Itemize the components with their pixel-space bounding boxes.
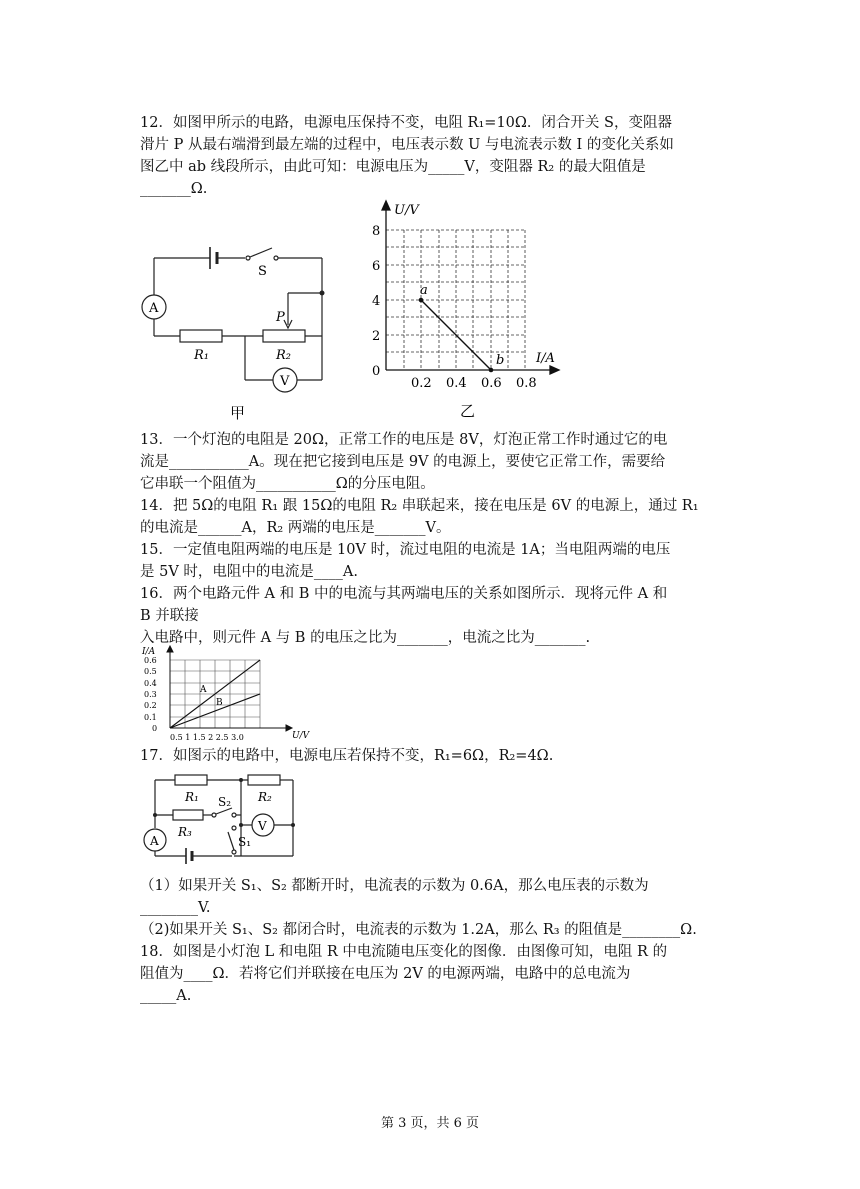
slider-label: P [276,310,285,325]
y-tick-6: 6 [372,259,381,274]
q18-line-1: 18．如图是小灯泡 L 和电阻 R 中电流随电压变化的图像．由图像可知，电阻 R 的 [140,944,668,960]
s1-label: S₁ [238,835,252,849]
x-tick-0.6: 0.6 [481,376,502,391]
q15-line-1: 15．一定值电阻两端的电压是 10V 时，流过电阻的电流是 1A；当电阻两端的电压 [140,542,671,558]
q18-line-3: _____A. [140,988,192,1004]
point-b-label: b [496,353,505,368]
q12-line-1: 12．如图甲所示的电路，电源电压保持不变，电阻 R₁=10Ω．闭合开关 S，变阻器 [140,115,672,131]
q12-graph-figure-yi [360,198,575,420]
voltmeter-label: V [280,374,290,389]
ammeter-label: A [150,834,159,848]
r2-label: R₂ [276,348,291,363]
y-tick-4: 4 [372,294,381,309]
q12-line-4: _______Ω. [140,181,208,197]
junction-dot [153,813,157,817]
y-tick-0.6: 0.6 [144,656,157,665]
point-a-label: a [420,283,428,298]
r2-label: R₂ [258,790,272,804]
figure-caption-yi: 乙 [460,402,476,420]
q15-line-2: 是 5V 时，电阻中的电流是____A. [140,564,358,580]
q17-sub-line-2: ________V. [140,900,211,916]
switch-label: S [258,264,267,279]
junction-dot [239,778,243,782]
junction-dot [291,823,295,827]
q16-line-3: 入电路中，则元件 A 与 B 的电压之比为_______，电流之比为_______. [140,630,591,646]
y-tick-0.5: 0.5 [144,667,157,676]
point-b [489,368,494,373]
x-tick-0.4: 0.4 [446,376,467,391]
r3-label: R₃ [178,825,192,839]
line-b-label: B [216,698,223,708]
q13-line-3: 它串联一个阻值为___________Ω的分压电阻。 [140,476,435,492]
q16-line-1: 16．两个电路元件 A 和 B 中的电流与其两端电压的关系如图所示．现将元件 A 和 [140,586,668,602]
y-tick-2: 2 [372,329,381,344]
x-tick-0.8: 0.8 [516,376,537,391]
voltmeter-label: V [258,819,267,833]
x-tick-labels: 0.5 1 1.5 2 2.5 3.0 [170,733,244,742]
r1-label: R₁ [185,790,199,804]
q17-sub-line-3: （2)如果开关 S₁、S₂ 都闭合时，电流表的示数为 1.2A，那么 R₃ 的阻值是________Ω. [140,922,697,938]
ammeter-label: A [149,301,159,316]
q14-line-1: 14．把 5Ω的电阻 R₁ 跟 15Ω的电阻 R₂ 串联起来，接在电压是 6V 的电源上，通过 R₁ [140,498,699,514]
q17-sub-line-1: （1）如果开关 S₁、S₂ 都断开时，电流表的示数为 0.6A，那么电压表的示数为 [140,878,649,894]
q16-line-2: B 并联接 [140,608,199,624]
s2-label: S₂ [218,795,232,809]
y-axis-label: U/V [394,203,419,218]
line-a-label: A [200,685,207,695]
page-footer: 第 3 页，共 6 页 [380,1116,480,1131]
y-tick-0: 0 [152,724,158,733]
q17-line-1: 17．如图示的电路中，电源电压若保持不变，R₁=6Ω，R₂=4Ω. [140,748,554,764]
y-tick-0: 0 [372,364,381,379]
q12-line-3: 图乙中 ab 线段所示，由此可知：电源电压为_____V，变阻器 R₂ 的最大阻值是 [140,159,646,175]
y-tick-0.1: 0.1 [144,713,157,722]
q12-line-2: 滑片 P 从最右端滑到最左端的过程中，电压表示数 U 与电流表示数 I 的变化关系如 [140,137,674,153]
q13-line-2: 流是___________A。现在把它接到电压是 9V 的电源上，要使它正常工作，需要给 [140,454,666,470]
x-axis-label: U/V [292,731,310,741]
y-tick-0.3: 0.3 [144,690,157,699]
junction-dot [320,291,325,296]
x-tick-0.2: 0.2 [411,376,432,391]
q16-iu-graph [140,645,310,745]
y-tick-0.2: 0.2 [144,701,157,710]
point-a [419,298,424,303]
y-tick-0.4: 0.4 [144,679,157,688]
junction-dot [239,823,243,827]
q13-line-1: 13．一个灯泡的电阻是 20Ω，正常工作的电压是 8V，灯泡正常工作时通过它的电 [140,432,668,448]
y-axis-label: I/A [142,647,156,657]
q18-line-2: 阻值为____Ω．若将它们并联接在电压为 2V 的电源两端，电路中的总电流为 [140,966,631,982]
x-axis-label: I/A [536,351,555,366]
q14-line-2: 的电流是______A，R₂ 两端的电压是_______V。 [140,520,451,536]
figure-caption-jia: 甲 [230,404,246,420]
y-tick-8: 8 [372,224,381,239]
r1-label: R₁ [194,348,209,363]
q17-circuit-figure [138,768,298,868]
q12-circuit-figure-jia [130,235,340,420]
